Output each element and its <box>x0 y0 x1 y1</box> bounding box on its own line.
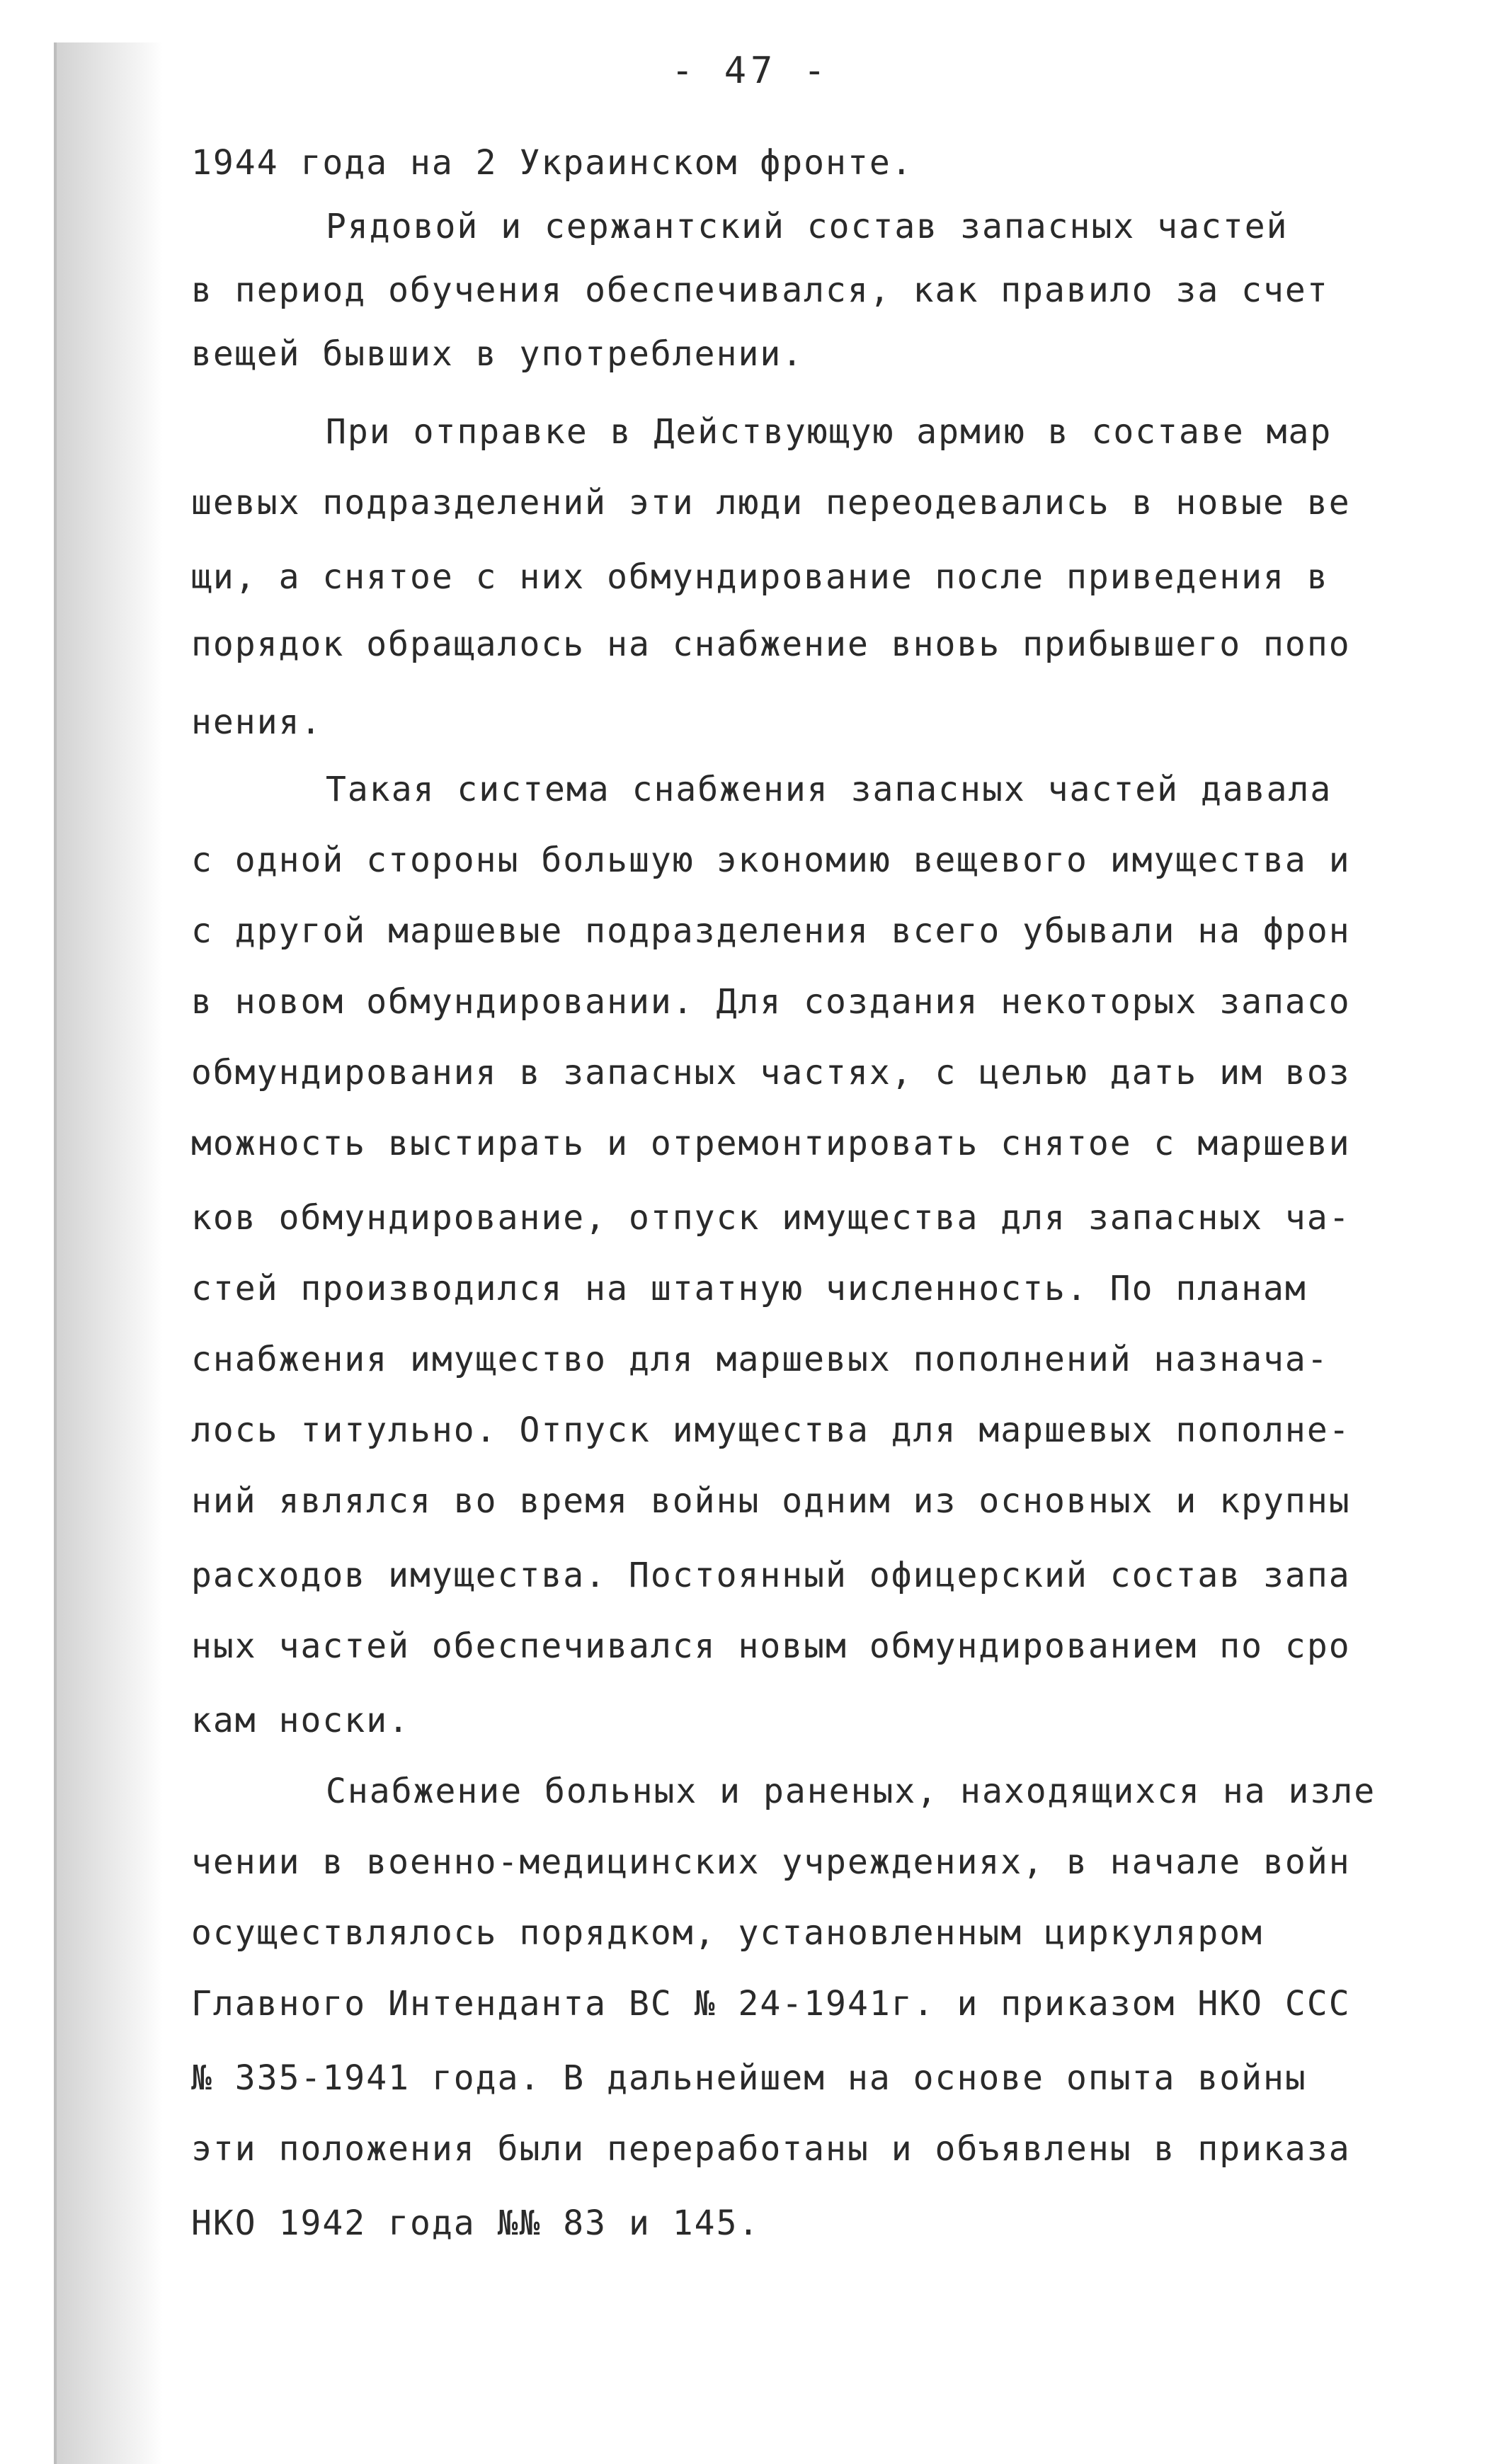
text-line: вещей бывших в употреблении. <box>191 334 804 374</box>
text-line: эти положения были переработаны и объявлены в приказа <box>191 2129 1351 2169</box>
text-line: стей производился на штатную численность. По планам <box>191 1269 1307 1308</box>
text-line: с другой маршевые подразделения всего убывали на фрон <box>191 911 1351 951</box>
scan-shadow <box>57 42 163 2464</box>
text-line: снабжения имущество для маршевых пополнений назнача- <box>191 1340 1329 1379</box>
text-line: порядок обращалось на снабжение вновь прибывшего попо <box>191 624 1351 664</box>
text-line: щи, а снятое с них обмундирование после приведения в <box>191 557 1329 597</box>
text-line: 1944 года на 2 Украинском фронте. <box>191 143 913 183</box>
text-line: обмундирования в запасных частях, с целью дать им воз <box>191 1053 1351 1093</box>
text-line: НКО 1942 года №№ 83 и 145. <box>191 2203 760 2243</box>
text-line: ний являлся во время войны одним из основных и крупны <box>191 1481 1351 1521</box>
text-line: в новом обмундировании. Для создания некоторых запасо <box>191 982 1351 1022</box>
text-line: в период обучения обеспечивался, как правило за счет <box>191 270 1329 310</box>
paragraph-start-line: Такая система снабжения запасных частей давала <box>326 770 1332 809</box>
text-line: можность выстирать и отремонтировать снятое с маршеви <box>191 1124 1351 1163</box>
page-number: - 47 - <box>671 50 830 92</box>
text-line: осуществлялось порядком, установленным циркуляром <box>191 1913 1264 1953</box>
text-line: ных частей обеспечивался новым обмундированием по сро <box>191 1626 1351 1666</box>
paragraph-start-line: Снабжение больных и раненых, находящихся на изле <box>326 1772 1376 1811</box>
text-line: кам носки. <box>191 1701 410 1740</box>
text-line: Главного Интенданта ВС № 24-1941г. и приказом НКО ССС <box>191 1984 1351 2024</box>
text-line: с одной стороны большую экономию вещевого имущества и <box>191 840 1351 880</box>
paragraph-start-line: Рядовой и сержантский состав запасных частей <box>326 207 1289 246</box>
text-line: шевых подразделений эти люди переодевались в новые ве <box>191 483 1351 523</box>
text-line: ков обмундирование, отпуск имущества для запасных ча- <box>191 1198 1351 1238</box>
text-line: расходов имущества. Постоянный офицерский состав запа <box>191 1556 1351 1595</box>
text-line: № 335-1941 года. В дальнейшем на основе опыта войны <box>191 2058 1307 2098</box>
paragraph-start-line: При отправке в Действующую армию в составе мар <box>326 412 1332 452</box>
text-line: нения. <box>191 702 323 742</box>
text-line: чении в военно-медицинских учреждениях, в начале войн <box>191 1842 1351 1882</box>
text-line: лось титульно. Отпуск имущества для маршевых пополне- <box>191 1410 1351 1450</box>
